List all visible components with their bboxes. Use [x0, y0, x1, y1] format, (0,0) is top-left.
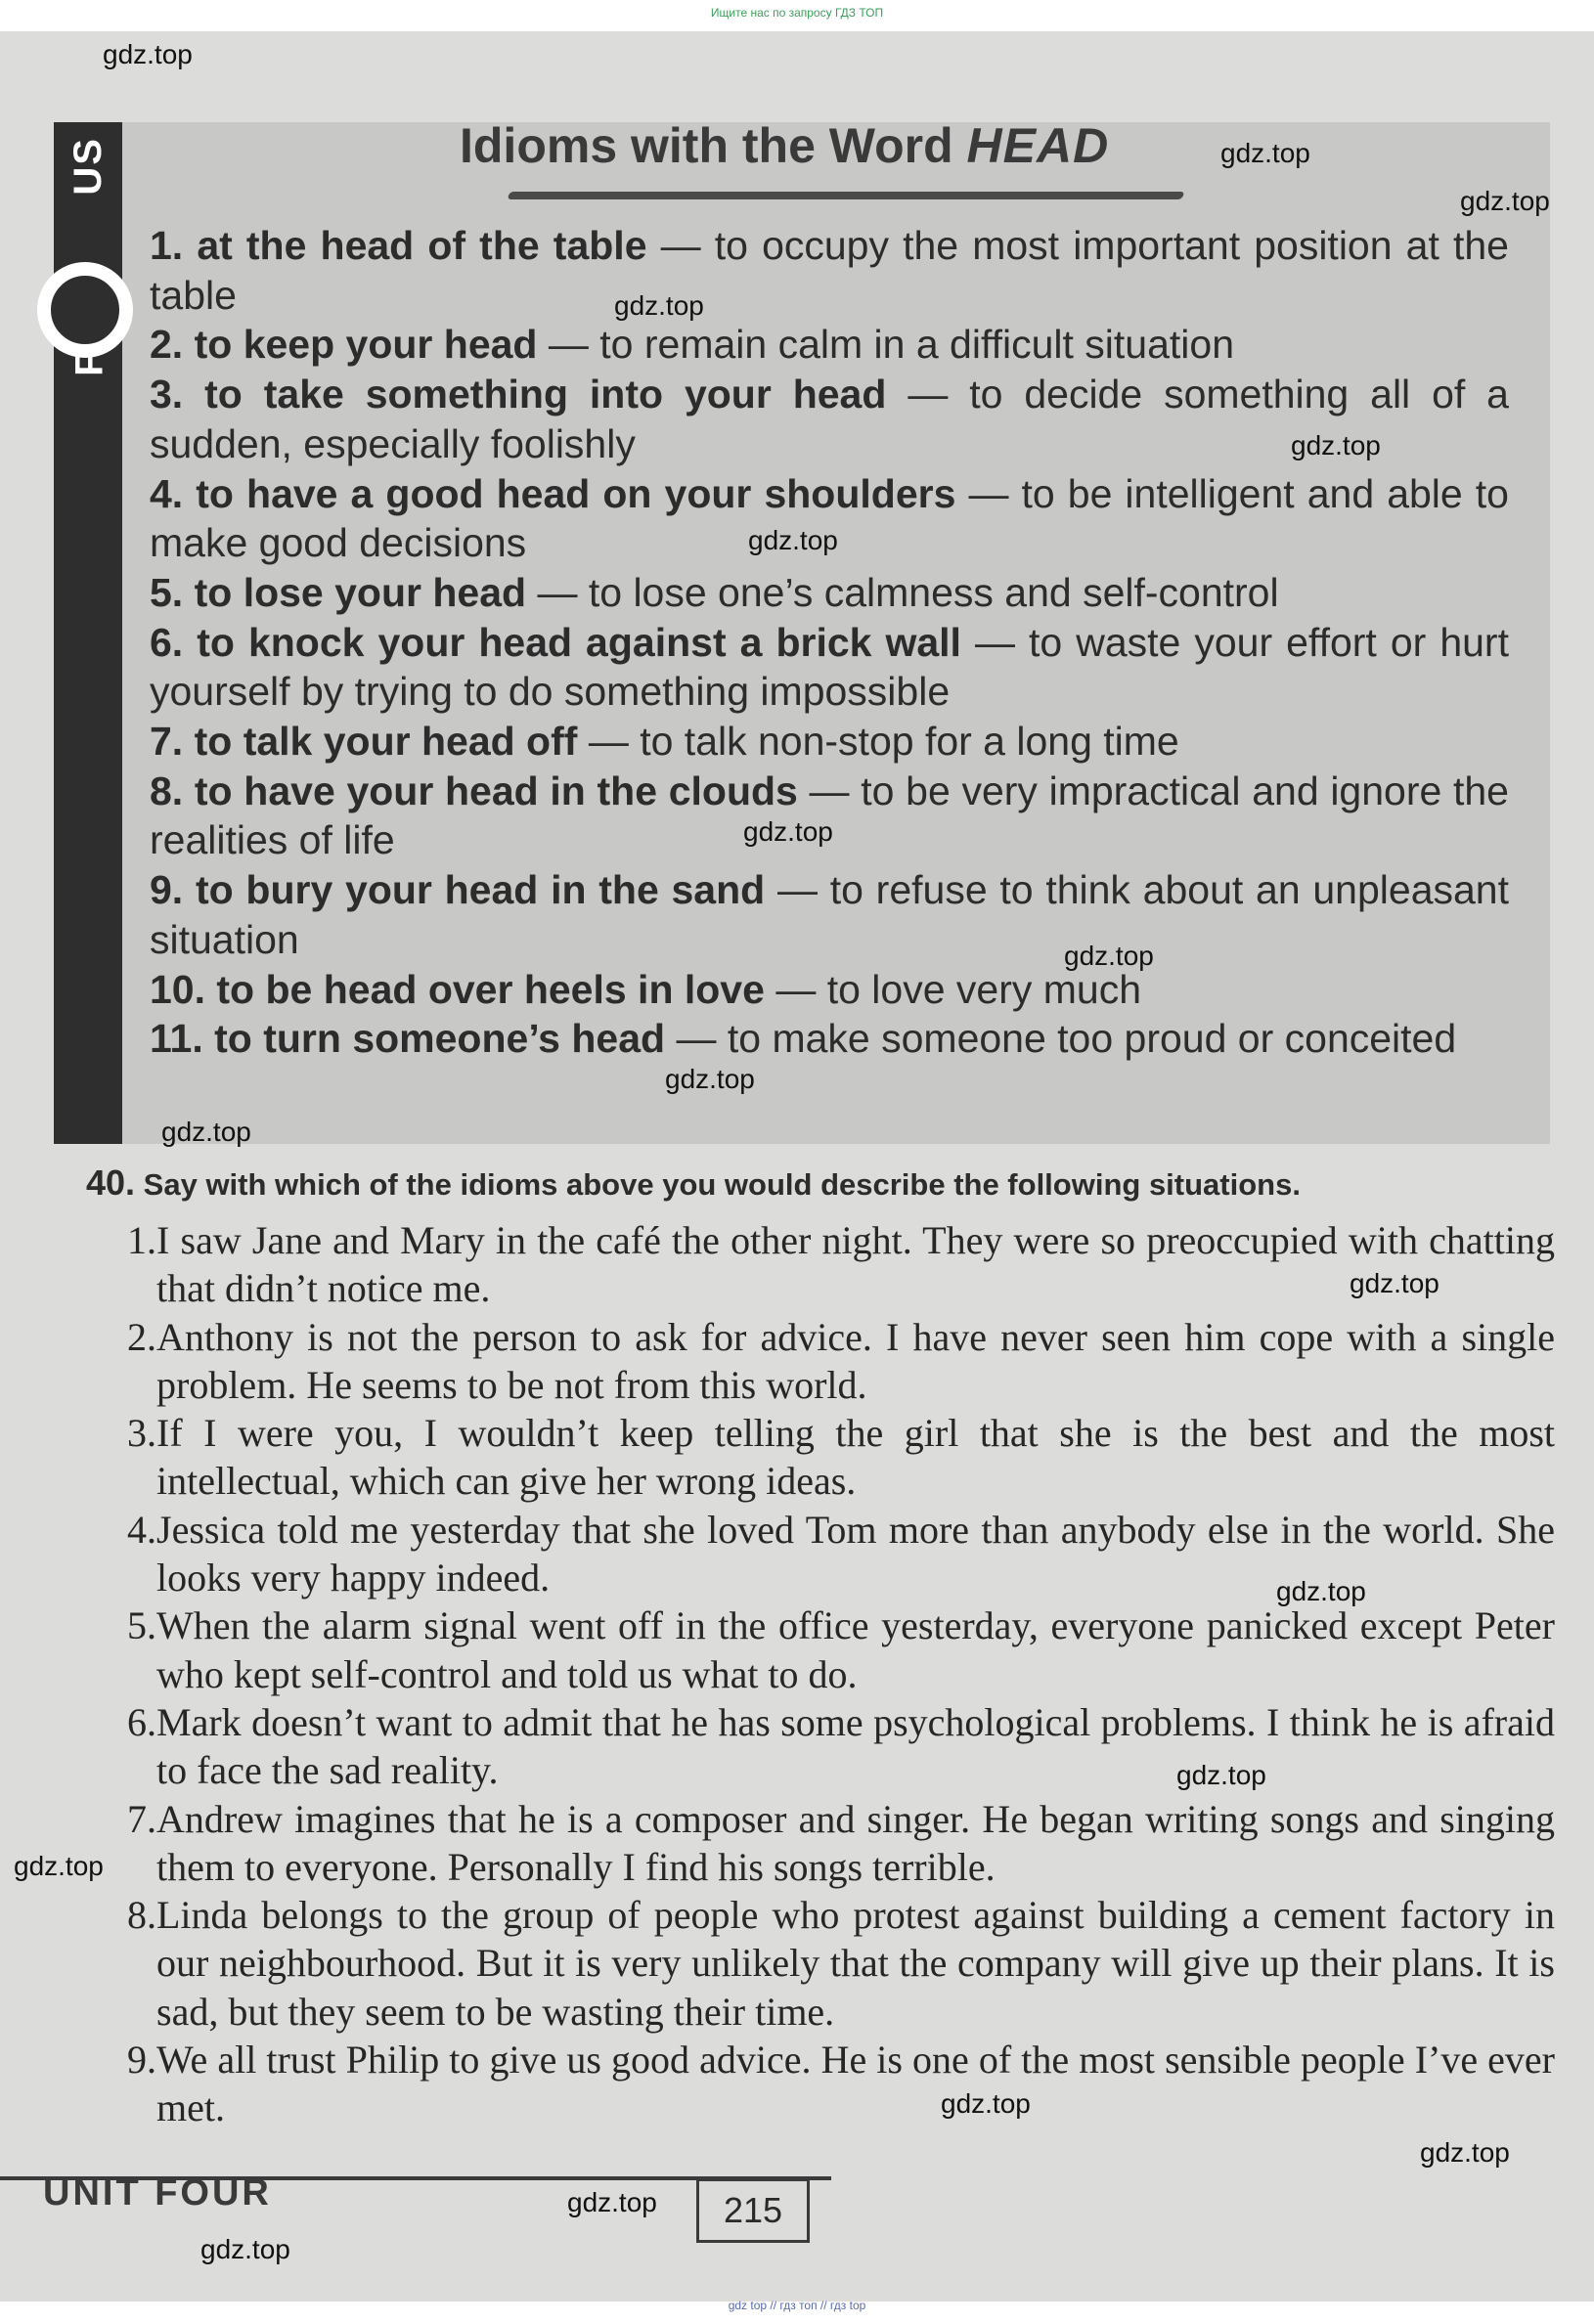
idiom-phrase: to take something into your head — [204, 372, 887, 417]
idioms-title-word: HEAD — [966, 118, 1110, 173]
bottom-banner[interactable]: gdz top // гдз топ // гдз top — [728, 2299, 866, 2312]
exercise-instruction: Say with which of the idioms above you would describe the following situations. — [143, 1167, 1301, 1202]
focus-label-top: US — [66, 137, 110, 196]
sentence-number: 7. — [127, 1796, 156, 1841]
idiom-number: 10. — [150, 966, 205, 1012]
idiom-phrase: to bury your head in the sand — [195, 867, 766, 913]
idiom-meaning: to be intelligent and able to make good decisions — [150, 470, 1509, 566]
idiom-meaning: to remain calm in a difficult situation — [599, 322, 1234, 368]
idiom-phrase: to turn someone’s head — [214, 1016, 666, 1062]
watermark[interactable]: gdz.top — [1220, 138, 1310, 168]
idiom-number: 4. — [150, 470, 184, 516]
sentence-text: Jessica told me yesterday that she loved Tom more than anybody else in the world. She looks very happy indeed. — [156, 1507, 1555, 1600]
idiom-item: 7. to talk your head off — to talk non-stop for a long time — [150, 719, 1179, 765]
idiom-number: 9. — [150, 867, 184, 913]
sentence-text: When the alarm signal went off in the office yesterday, everyone panicked except Peter who kept self-control and told us what to do. — [156, 1603, 1555, 1696]
idiom-phrase: at the head of the table — [197, 223, 647, 268]
idiom-meaning: to decide something all of a sudden, especially foolishly — [150, 372, 1509, 466]
watermark[interactable]: gdz.top — [743, 816, 833, 847]
sentence-number: 2. — [127, 1314, 156, 1359]
idiom-item: 11. to turn someone’s head — to make someone too proud or conceited — [150, 1016, 1457, 1062]
page-number: 215 — [696, 2178, 810, 2243]
sentence-text: Mark doesn’t want to admit that he has some psychological problems. I think he is afraid to face the sad reality. — [156, 1699, 1555, 1793]
idiom-meaning: to waste your effort or hurt yourself by trying to do something impossible — [150, 619, 1509, 715]
footer-unit-label: UNIT FOUR — [43, 2172, 272, 2214]
watermark[interactable]: gdz.top — [941, 2088, 1031, 2119]
idiom-number: 6. — [150, 619, 184, 665]
focus-label-bottom: F — [67, 352, 111, 376]
sentence-item — [108, 2036, 1555, 2132]
watermark[interactable]: gdz.top — [1291, 430, 1381, 460]
watermark[interactable]: gdz.top — [748, 525, 838, 555]
watermark[interactable]: gdz.top — [1460, 186, 1550, 216]
idiom-meaning: to lose one’s calmness and self-control — [588, 569, 1279, 615]
sentence-text: If I were you, I wouldn’t keep telling the girl that she is the best and the most intellectual, which can give her wrong ideas. — [156, 1411, 1555, 1504]
idioms-title-text: Idioms with the Word — [460, 118, 953, 173]
sentence-number: 6. — [127, 1699, 156, 1744]
watermark[interactable]: gdz.top — [14, 1851, 104, 1881]
idiom-meaning: to occupy the most important position at the table — [150, 223, 1509, 318]
sentence-item — [108, 1698, 1555, 1795]
watermark[interactable]: gdz.top — [1276, 1576, 1366, 1606]
idiom-item: 8. to have your head in the clouds — to be very impractical and ignore the realities of life — [150, 767, 1509, 863]
idiom-number: 7. — [150, 719, 184, 765]
idiom-meaning: to love very much — [826, 966, 1142, 1012]
exercise-number: 40. — [86, 1162, 136, 1203]
sentence-text: Anthony is not the person to ask for advice. I have never seen him cope with a single problem. He seems to be not from this world. — [156, 1314, 1555, 1407]
idiom-item: 1. at the head of the table — to occupy the most important position at the table — [150, 223, 1509, 318]
idiom-number: 8. — [150, 767, 184, 813]
sentence-text: Linda belongs to the group of people who protest against building a cement factory in our neighbourhood. But it is very unlikely that the company will give up their plans. It is sad, but they seem to be wasting their time. — [156, 1893, 1555, 2034]
sentence-number: 8. — [127, 1893, 156, 1938]
idiom-item: 10. to be head over heels in love — to love very much — [150, 966, 1142, 1012]
sentence-item — [108, 1601, 1555, 1698]
idiom-phrase: to knock your head against a brick wall — [197, 619, 961, 665]
idiom-meaning: to make someone too proud or conceited — [727, 1016, 1457, 1062]
sentence-number: 3. — [127, 1411, 156, 1456]
exercise-sentences — [108, 1216, 1555, 2132]
watermark[interactable]: gdz.top — [1176, 1760, 1266, 1790]
watermark[interactable]: gdz.top — [200, 2234, 290, 2264]
idiom-number: 11. — [150, 1016, 203, 1062]
sentence-number: 1. — [127, 1218, 156, 1262]
idiom-phrase: to have a good head on your shoulders — [196, 470, 956, 516]
idiom-number: 2. — [150, 322, 184, 368]
idiom-item: 2. to keep your head — to remain calm in a difficult situation — [150, 322, 1234, 368]
watermark[interactable]: gdz.top — [1420, 2137, 1510, 2168]
idiom-phrase: to lose your head — [194, 569, 527, 615]
idioms-list — [150, 221, 1509, 1064]
idiom-phrase: to have your head in the clouds — [194, 767, 798, 813]
watermark[interactable]: gdz.top — [161, 1117, 251, 1147]
sentence-number: 5. — [127, 1603, 156, 1648]
idiom-item: 3. to take something into your head — to decide something all of a sudden, especially foolishly — [150, 372, 1509, 466]
idiom-number: 3. — [150, 372, 184, 417]
idiom-meaning: to talk non-stop for a long time — [640, 719, 1179, 765]
idiom-item: 4. to have a good head on your shoulders — to be intelligent and able to make good decisions — [150, 470, 1509, 566]
idiom-phrase: to be head over heels in love — [216, 966, 765, 1012]
idiom-meaning: to refuse to think about an unpleasant situation — [150, 867, 1509, 962]
watermark[interactable]: gdz.top — [665, 1064, 755, 1094]
watermark[interactable]: gdz.top — [1064, 941, 1154, 971]
watermark[interactable]: gdz.top — [1350, 1268, 1439, 1298]
idioms-title — [460, 117, 1109, 174]
watermark[interactable]: gdz.top — [103, 39, 193, 69]
top-banner[interactable]: Ищите нас по запросу ГДЗ ТОП — [710, 6, 884, 20]
sentence-number: 4. — [127, 1507, 156, 1552]
watermark[interactable]: gdz.top — [614, 290, 704, 321]
idiom-phrase: to talk your head off — [194, 719, 578, 765]
idiom-item: 5. to lose your head — to lose one’s calmness and self-control — [150, 569, 1279, 615]
sentence-text: Andrew imagines that he is a composer and singer. He began writing songs and singing them to everyone. Personally I find his songs terrible. — [156, 1796, 1555, 1889]
watermark[interactable]: gdz.top — [567, 2187, 657, 2217]
sentence-item — [108, 1891, 1555, 2036]
idiom-number: 1. — [150, 223, 184, 268]
idiom-item: 6. to knock your head against a brick wall — to waste your effort or hurt yourself by trying to do something impossible — [150, 619, 1509, 715]
sentence-text: I saw Jane and Mary in the café the other night. They were so preoccupied with chatting that didn’t notice me. — [156, 1218, 1555, 1311]
sentence-item — [108, 1216, 1555, 1313]
sentence-text: We all trust Philip to give us good advice. He is one of the most sensible people I’ve ever met. — [156, 2038, 1555, 2130]
sentence-item — [108, 1313, 1555, 1410]
title-underline — [508, 192, 1185, 199]
idiom-number: 5. — [150, 569, 184, 615]
sentence-number: 9. — [127, 2038, 156, 2083]
sentence-item — [108, 1409, 1555, 1506]
idiom-phrase: to keep your head — [194, 322, 538, 368]
exercise-heading — [86, 1162, 1553, 1204]
idiom-item: 9. to bury your head in the sand — to refuse to think about an unpleasant situation — [150, 867, 1509, 962]
idiom-meaning: to be very impractical and ignore the realities of life — [150, 767, 1509, 863]
sentence-item — [108, 1795, 1555, 1892]
